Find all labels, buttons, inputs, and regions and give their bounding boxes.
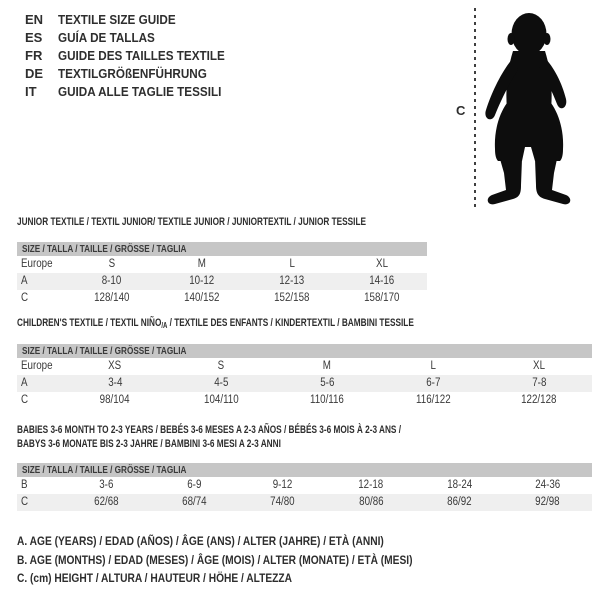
table-row <box>17 290 427 307</box>
table-row <box>17 477 592 494</box>
footnotes <box>17 532 482 588</box>
table-cell: L <box>430 360 436 372</box>
size-header-bar: SIZE / TALLA / TAILLE / GRÖSSE / TAGLIA <box>17 242 427 256</box>
table-cell: 152/158 <box>274 292 310 304</box>
table-cell: 3-6 <box>99 479 114 491</box>
language-label: TEXTILE SIZE GUIDE <box>58 12 176 27</box>
language-row <box>25 11 243 29</box>
row-label: C <box>21 292 29 304</box>
table-cell: 104/110 <box>203 394 239 406</box>
table-cell: M <box>322 360 332 372</box>
row-label: C <box>21 394 29 406</box>
table-cell: 7-8 <box>531 377 547 389</box>
table-cell: 8-10 <box>102 275 122 287</box>
table-cell: M <box>197 258 207 270</box>
table-cell: 140/152 <box>184 292 220 304</box>
language-code: FR <box>25 48 43 63</box>
table-row <box>17 375 592 392</box>
table-cell: S <box>108 258 116 270</box>
table-cell: 62/68 <box>93 496 119 508</box>
table-row <box>17 256 427 273</box>
table-cell: 86/92 <box>447 496 472 508</box>
table-cell: 12-18 <box>358 479 384 491</box>
table-cell: 122/128 <box>521 394 557 406</box>
table-cell: 14-16 <box>369 275 395 287</box>
table-cell: 158/170 <box>364 292 400 304</box>
size-table-babies <box>17 463 592 511</box>
table-cell: 6-7 <box>425 377 441 389</box>
table-cell: XS <box>108 360 122 372</box>
table-cell: 68/74 <box>182 496 207 508</box>
language-code: ES <box>25 30 43 45</box>
section-title-children: CHILDREN'S TEXTILE / TEXTIL NIÑO/A / TEXTILE DES ENFANTS / KINDERTEXTIL / BAMBINI TESSILE <box>17 317 414 330</box>
table-cell: 110/116 <box>310 394 344 406</box>
table-cell: XL <box>376 258 388 270</box>
table-cell: 6-9 <box>187 479 202 491</box>
language-code: DE <box>25 66 44 81</box>
table-cell: 12-13 <box>279 275 305 287</box>
table-cell: XL <box>533 360 545 372</box>
size-header-bar: SIZE / TALLA / TAILLE / GRÖSSE / TAGLIA <box>17 463 592 477</box>
footnote: C. (cm) HEIGHT / ALTURA / HAUTEUR / HÖHE / ALTEZZA <box>17 571 293 585</box>
row-label: A <box>21 275 28 287</box>
row-label: C <box>21 496 29 508</box>
table-cell: 10-12 <box>189 275 215 287</box>
size-header-bar: SIZE / TALLA / TAILLE / GRÖSSE / TAGLIA <box>17 344 592 358</box>
table-row <box>17 273 427 290</box>
language-label: TEXTILGRÖßENFÜHRUNG <box>58 66 207 81</box>
table-cell: 24-36 <box>535 479 561 491</box>
language-row <box>25 47 243 65</box>
language-row <box>25 29 243 47</box>
table-cell: 3-4 <box>107 377 123 389</box>
row-label: B <box>21 479 28 491</box>
table-cell: S <box>217 360 225 372</box>
section-title-junior: JUNIOR TEXTILE / TEXTIL JUNIOR/ TEXTILE JUNIOR / JUNIORTEXTIL / JUNIOR TESSILE <box>17 216 366 228</box>
table-cell: 92/98 <box>535 496 561 508</box>
baby-silhouette-image <box>480 9 580 209</box>
row-label: A <box>21 377 28 389</box>
table-cell: 5-6 <box>319 377 335 389</box>
row-label: Europe <box>21 258 53 270</box>
table-cell: 80/86 <box>358 496 384 508</box>
row-label: Europe <box>21 360 53 372</box>
footnote: B. AGE (MONTHS) / EDAD (MESES) / ÂGE (MOIS) / ALTER (MONATE) / ETÀ (MESI) <box>17 552 413 567</box>
table-cell: 4-5 <box>213 377 229 389</box>
table-row <box>17 358 592 375</box>
language-row <box>25 83 243 101</box>
table-cell: L <box>289 258 295 270</box>
language-list <box>25 11 243 101</box>
size-table-junior <box>17 242 427 307</box>
size-table-children <box>17 344 592 409</box>
footnote: A. AGE (YEARS) / EDAD (AÑOS) / ÂGE (ANS) / ALTER (JAHRE) / ETÀ (ANNI) <box>17 534 384 548</box>
table-cell: 74/80 <box>270 496 296 508</box>
section-title-babies: BABIES 3-6 MONTH TO 2-3 YEARS / BEBÉS 3-6 MESES A 2-3 AÑOS / BÉBÉS 3-6 MOIS À 2-3 ANS / BABYS 3-6 MONATE BIS 2-3 JAHRE / BAMBINI 3-6 MESI A 2-3 ANNI <box>17 424 402 450</box>
table-cell: 98/104 <box>100 394 130 406</box>
language-label: GUIDE DES TAILLES TEXTILE <box>58 48 225 63</box>
subscript-a: /A <box>161 321 168 330</box>
height-measure-line <box>474 8 476 210</box>
language-code: IT <box>25 84 37 99</box>
height-measure-label: C <box>456 103 466 118</box>
baby-silhouette-shape <box>485 13 570 204</box>
table-cell: 9-12 <box>273 479 293 491</box>
table-row <box>17 392 592 409</box>
table-cell: 128/140 <box>94 292 130 304</box>
language-label: GUÍA DE TALLAS <box>58 30 155 45</box>
language-label: GUIDA ALLE TAGLIE TESSILI <box>58 84 222 99</box>
table-cell: 18-24 <box>446 479 472 491</box>
language-row <box>25 65 243 83</box>
table-cell: 116/122 <box>415 394 451 406</box>
table-row <box>17 494 592 511</box>
language-code: EN <box>25 12 44 27</box>
